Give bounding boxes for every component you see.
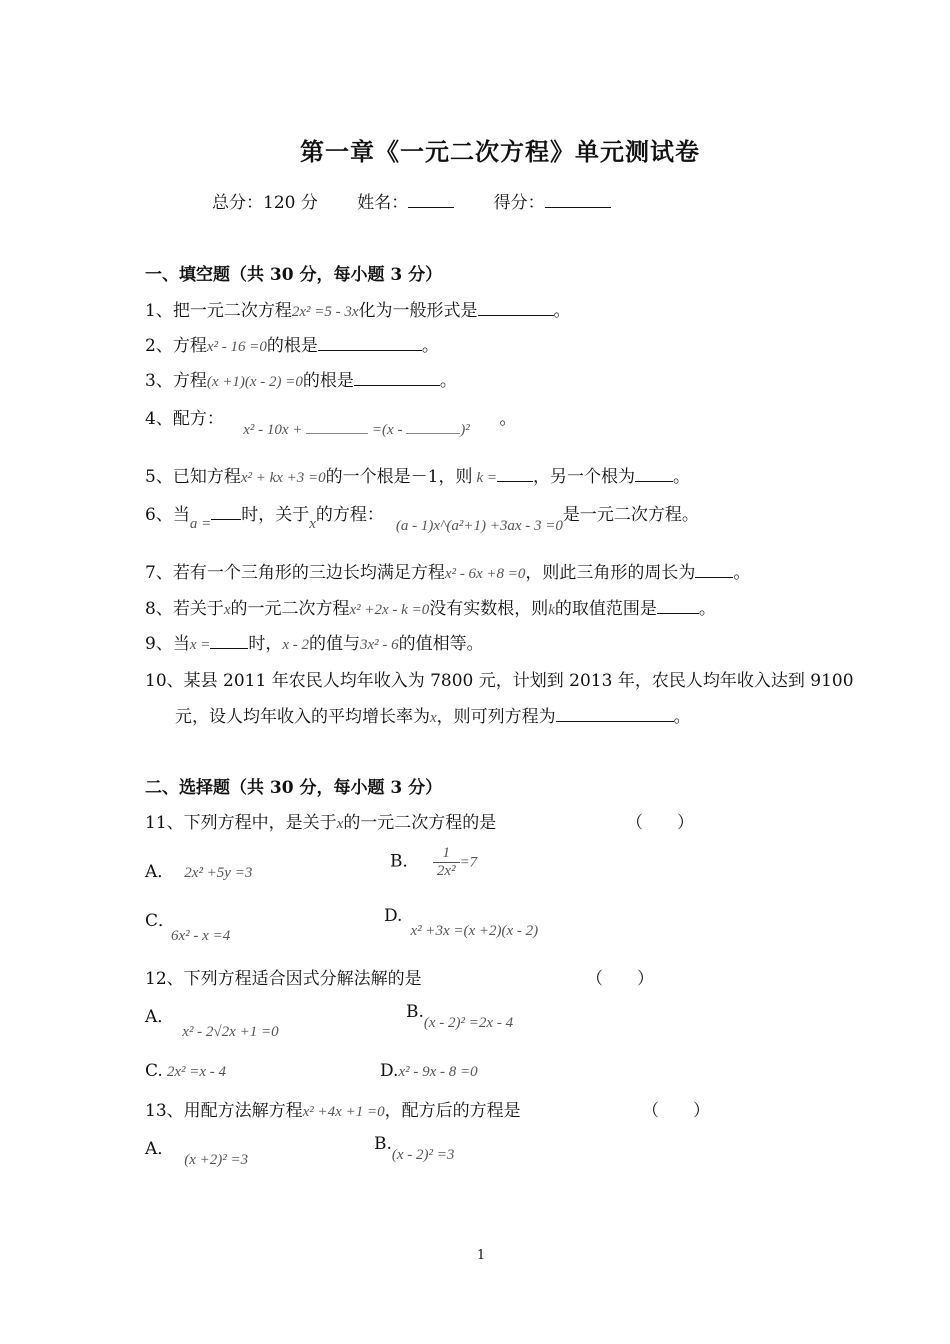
page-number: 1 (476, 1248, 486, 1263)
answer-blank[interactable] (635, 466, 673, 482)
answer-blank[interactable] (354, 370, 440, 386)
score-label: 得分： (493, 193, 545, 213)
option-equation: x² - 9x - 8 =0 (398, 1064, 478, 1080)
question-2-text-b: 的根是 (266, 336, 318, 356)
question-6 (145, 500, 699, 534)
answer-blank[interactable] (406, 418, 460, 434)
option-label: A． (145, 1139, 175, 1159)
question-3-text: 3、方程 (145, 371, 207, 391)
question-4-end: 。 (499, 409, 517, 429)
question-6-text: 6、当 (145, 505, 190, 525)
question-9-expression-1: x - 2 (282, 637, 310, 653)
question-10-line-2 (175, 702, 691, 727)
section-heading-multiple-choice: 二、选择题（共 30 分，每小题 3 分） (145, 778, 443, 798)
question-9-expression-2: 3x² - 6 (360, 637, 399, 653)
header-info (212, 188, 611, 213)
question-8-equation: x² +2x - k =0 (349, 602, 430, 618)
fraction (433, 845, 460, 879)
question-2-end: 。 (421, 336, 439, 356)
option-equation: x² +3x =(x +2)(x - 2) (410, 923, 539, 939)
answer-blank[interactable] (556, 706, 674, 722)
question-1 (145, 296, 571, 321)
question-4 (145, 404, 517, 438)
question-8 (145, 594, 716, 619)
answer-paren[interactable]: （ ） (642, 1101, 710, 1121)
option-equation: 6x² - x =4 (171, 928, 231, 944)
option-a[interactable] (145, 857, 252, 882)
option-c[interactable] (145, 906, 234, 944)
question-8-text: 8、若关于 (145, 599, 224, 619)
variable-a: a = (189, 516, 212, 532)
option-label: B. (374, 1134, 392, 1154)
question-13-text: 13、用配方法解方程 (145, 1101, 303, 1121)
variable-x: x (430, 710, 437, 726)
question-6-text-d: 是一元二次方程。 (562, 505, 699, 525)
option-equation: (x - 2)² =3 (391, 1147, 455, 1163)
question-4-equation (243, 422, 473, 438)
option-equation: 2x² =x - 4 (166, 1064, 226, 1080)
answer-paren[interactable]: （ ） (626, 813, 694, 833)
answer-blank[interactable] (211, 504, 241, 520)
option-b[interactable] (406, 1002, 514, 1031)
option-label: B. (406, 1002, 424, 1022)
question-6-equation: (a - 1)x^(a²+1) +3ax - 3 =0 (395, 518, 563, 534)
variable-k: k = (476, 470, 498, 486)
question-8-end: 。 (698, 599, 716, 619)
question-5-equation: x² + kx +3 =0 (240, 470, 326, 486)
question-10-line-1: 10、某县 2011 年农民人均年收入为 7800 元，计划到 2013 年，农民人均年收入达到 9100 (145, 671, 854, 691)
answer-blank[interactable] (695, 562, 733, 578)
question-7-equation: x² - 6x +8 =0 (444, 566, 526, 582)
option-label: C. (145, 1061, 163, 1081)
variable-x: x (336, 816, 344, 832)
question-3-text-b: 的根是 (302, 371, 354, 391)
question-11-text: 11、下列方程中，是关于 (145, 813, 337, 833)
question-10-end: 。 (673, 707, 691, 727)
name-blank[interactable] (408, 192, 454, 208)
variable-x: x (223, 602, 231, 618)
option-a[interactable] (145, 1002, 279, 1040)
question-13 (145, 1096, 521, 1121)
variable-x: x = (189, 637, 211, 653)
question-1-text: 1、把一元二次方程 (145, 301, 292, 321)
question-1-text-b: 化为一般形式是 (358, 301, 478, 321)
option-label: D. (380, 1061, 399, 1081)
option-b[interactable] (374, 1134, 455, 1163)
fraction-denominator: 2x² (436, 862, 456, 879)
question-10-text: 元，设人均年收入的平均增长率为 (175, 707, 430, 727)
question-5-end: 。 (673, 467, 691, 487)
option-equation: x² - 2√2x +1 =0 (182, 1024, 279, 1040)
answer-blank[interactable] (306, 418, 368, 434)
question-9-text-b: 时， (248, 634, 283, 654)
page-title: 第一章《一元二次方程》单元测试卷 (300, 137, 700, 166)
question-8-text-b: 的一元二次方程 (230, 599, 350, 619)
question-11-text-b: 的一元二次方程的是 (343, 813, 497, 833)
question-5-text-c: ，另一个根为 (533, 467, 636, 487)
question-9-text-c: 的值与 (309, 634, 361, 654)
option-label: D. (384, 906, 403, 926)
question-7 (145, 558, 750, 583)
question-7-text-b: ，则此三角形的周长为 (525, 563, 696, 583)
question-2-text: 2、方程 (145, 336, 207, 356)
name-label: 姓名： (357, 193, 409, 213)
option-label: C． (145, 911, 176, 931)
question-3-end: 。 (439, 371, 457, 391)
option-equation-rhs: =7 (459, 854, 478, 871)
question-10-text-b: ，则可列方程为 (436, 707, 556, 727)
question-6-text-c: 的方程： (315, 505, 384, 525)
option-equation: (x - 2)² =2x - 4 (423, 1015, 514, 1031)
question-2-equation: x² - 16 =0 (206, 339, 267, 355)
fraction-numerator: 1 (433, 845, 460, 863)
question-5-text: 5、已知方程 (145, 467, 241, 487)
question-1-equation: 2x² =5 - 3x (291, 304, 359, 320)
option-d[interactable] (380, 1061, 478, 1081)
question-2 (145, 331, 439, 356)
answer-blank[interactable] (478, 300, 554, 316)
question-5-text-b: 的一个根是－1，则 (325, 467, 473, 487)
question-12: 12、下列方程适合因式分解法解的是 (145, 969, 422, 989)
option-equation: 2x² +5y =3 (184, 865, 253, 881)
answer-blank[interactable] (657, 598, 699, 614)
option-c[interactable] (145, 1061, 226, 1081)
question-6-text-b: 时，关于 (241, 505, 310, 525)
answer-blank[interactable] (318, 335, 422, 351)
variable-k: k (548, 602, 555, 618)
option-a[interactable] (145, 1134, 249, 1168)
answer-paren[interactable]: （ ） (586, 969, 654, 989)
option-d[interactable] (384, 906, 539, 939)
section-heading-fill-in: 一、填空题（共 30 分，每小题 3 分） (145, 265, 443, 285)
question-13-text-b: ，配方后的方程是 (384, 1101, 521, 1121)
equation-part: )² (460, 422, 470, 438)
option-label: A． (145, 1007, 175, 1027)
question-3 (145, 366, 457, 391)
question-13-equation: x² +4x +1 =0 (302, 1104, 385, 1120)
question-4-text: 4、配方： (145, 409, 224, 429)
total-score-label: 总分：120 分 (212, 193, 318, 213)
answer-blank[interactable] (497, 466, 533, 482)
equation-part: =(x - (371, 422, 403, 438)
option-equation: (x +2)² =3 (184, 1152, 249, 1168)
option-b[interactable] (390, 845, 477, 879)
question-1-end: 。 (553, 301, 571, 321)
question-9-text-d: 的值相等。 (398, 634, 484, 654)
option-label: A． (145, 862, 175, 882)
score-blank[interactable] (545, 192, 611, 208)
question-9-text: 9、当 (145, 634, 190, 654)
question-11 (145, 808, 496, 833)
answer-blank[interactable] (210, 633, 248, 649)
question-5 (145, 462, 690, 487)
variable-x: x (309, 516, 316, 532)
question-7-text: 7、若有一个三角形的三边长均满足方程 (145, 563, 445, 583)
question-9 (145, 629, 484, 654)
question-8-text-d: 的取值范围是 (554, 599, 657, 619)
question-7-end: 。 (733, 563, 751, 583)
question-3-equation: (x +1)(x - 2) =0 (206, 374, 303, 390)
option-label: B． (390, 851, 420, 872)
question-8-text-c: 没有实数根，则 (429, 599, 549, 619)
equation-part: x² - 10x + (243, 422, 303, 438)
